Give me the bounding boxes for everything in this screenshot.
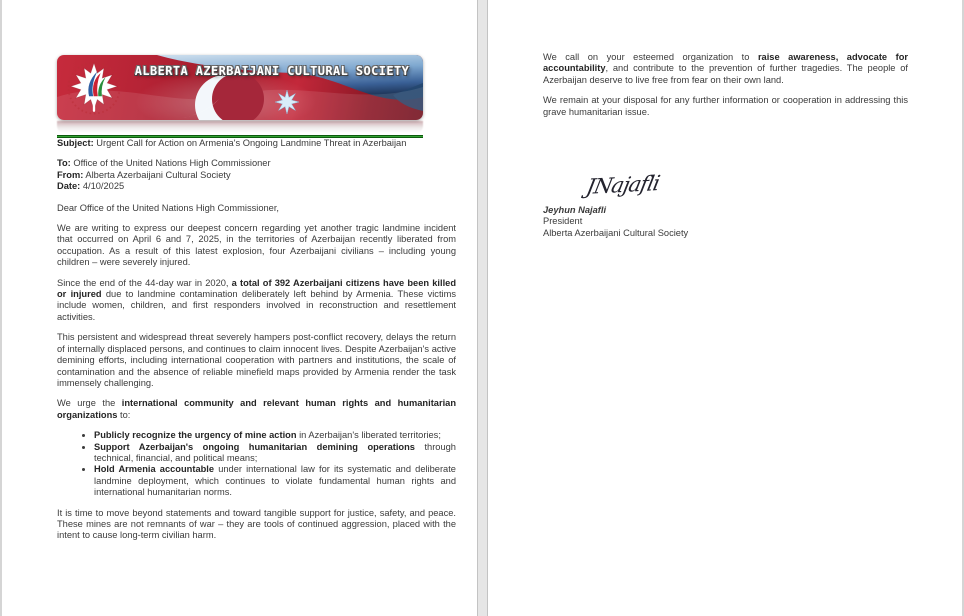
subject-line: Subject: Urgent Call for Action on Armenia's Ongoing Landmine Threat in Azerbaijan xyxy=(57,138,407,148)
salutation: Dear Office of the United Nations High Commissioner, xyxy=(57,202,280,213)
paragraph-threat: This persistent and widespread threat severely hampers post-conflict recovery, delays the return of internally displaced persons, and continues to claim innocent lives. Despite Azerbaijan's active demining efforts, including international cooperation with partners and institutions, the scale of contamination and the absence of reliable minefield maps provided by Armenia render the task immensely challenging. xyxy=(57,332,456,388)
paragraph-call: We call on your esteemed organization to raise awareness, advocate for accountability, and contribute to the prevention of further tragedies. The people of Azerbaijan deserve to live free from fear on their own land. xyxy=(543,52,909,85)
demand-item-recognize: • Publicly recognize the urgency of mine action in Azerbaijan's liberated territories; xyxy=(94,430,456,441)
signatory-title: President xyxy=(543,216,583,227)
signature-block xyxy=(543,205,908,239)
letter-page-1 xyxy=(0,0,477,616)
banner-title: ALBERTA AZERBAIJANI CULTURAL SOCIETY xyxy=(134,64,410,78)
to-line: To: Office of the United Nations High Commissioner xyxy=(57,158,271,169)
signatory-name: Jeyhun Najafli xyxy=(543,205,607,216)
page-divider xyxy=(477,0,488,616)
maple-leaf-flame-logo xyxy=(66,60,122,116)
demands-list xyxy=(57,430,456,498)
eight-point-star-icon xyxy=(275,90,299,114)
demand-item-accountable: • Hold Armenia accountable under international law for its systematic and deliberate landmine deployment, which continues to violate fundamental human rights and international humanitarian norms. xyxy=(94,464,456,498)
paragraph-incident: We are writing to express our deepest concern regarding yet another tragic landmine incident that occurred on April 6 and 7, 2025, in the territories of Azerbaijan recently liberated from occupation. As a result of this latest explosion, four Azerbaijani civilians – including young children – were severely injured. xyxy=(57,223,456,268)
signatory-organization: Alberta Azerbaijani Cultural Society xyxy=(543,227,689,238)
paragraph-disposal: We remain at your disposal for any further information or cooperation in addressing this grave humanitarian issue. xyxy=(543,95,908,117)
paragraph-urge: We urge the international community and relevant human rights and humanitarian organizations to: xyxy=(57,398,457,420)
date-line: Date: 4/10/2025 xyxy=(57,181,125,192)
letter-header-block xyxy=(57,158,456,192)
society-banner xyxy=(57,55,423,120)
from-line: From: Alberta Azerbaijani Cultural Society xyxy=(57,169,231,180)
demand-item-support: • Support Azerbaijan's ongoing humanitarian demining operations through technical, financial, and political means; xyxy=(94,442,456,465)
paragraph-statistics: Since the end of the 44-day war in 2020, a total of 392 Azerbaijani citizens have been killed or injured due to landmine contamination deliberately left behind by Armenia. These victims include women, children, and first responders involved in reconstruction and resettlement activities. xyxy=(57,277,456,322)
banner-reflection xyxy=(57,121,423,133)
paragraph-closing: It is time to move beyond statements and toward tangible support for justice, safety, and peace. These mines are not remnants of war – they are tools of continued aggression, placed with the intent to cause long-term civilian harm. xyxy=(57,507,456,541)
signature-script: JNajafli xyxy=(584,171,662,199)
letter-page-2 xyxy=(488,0,964,616)
